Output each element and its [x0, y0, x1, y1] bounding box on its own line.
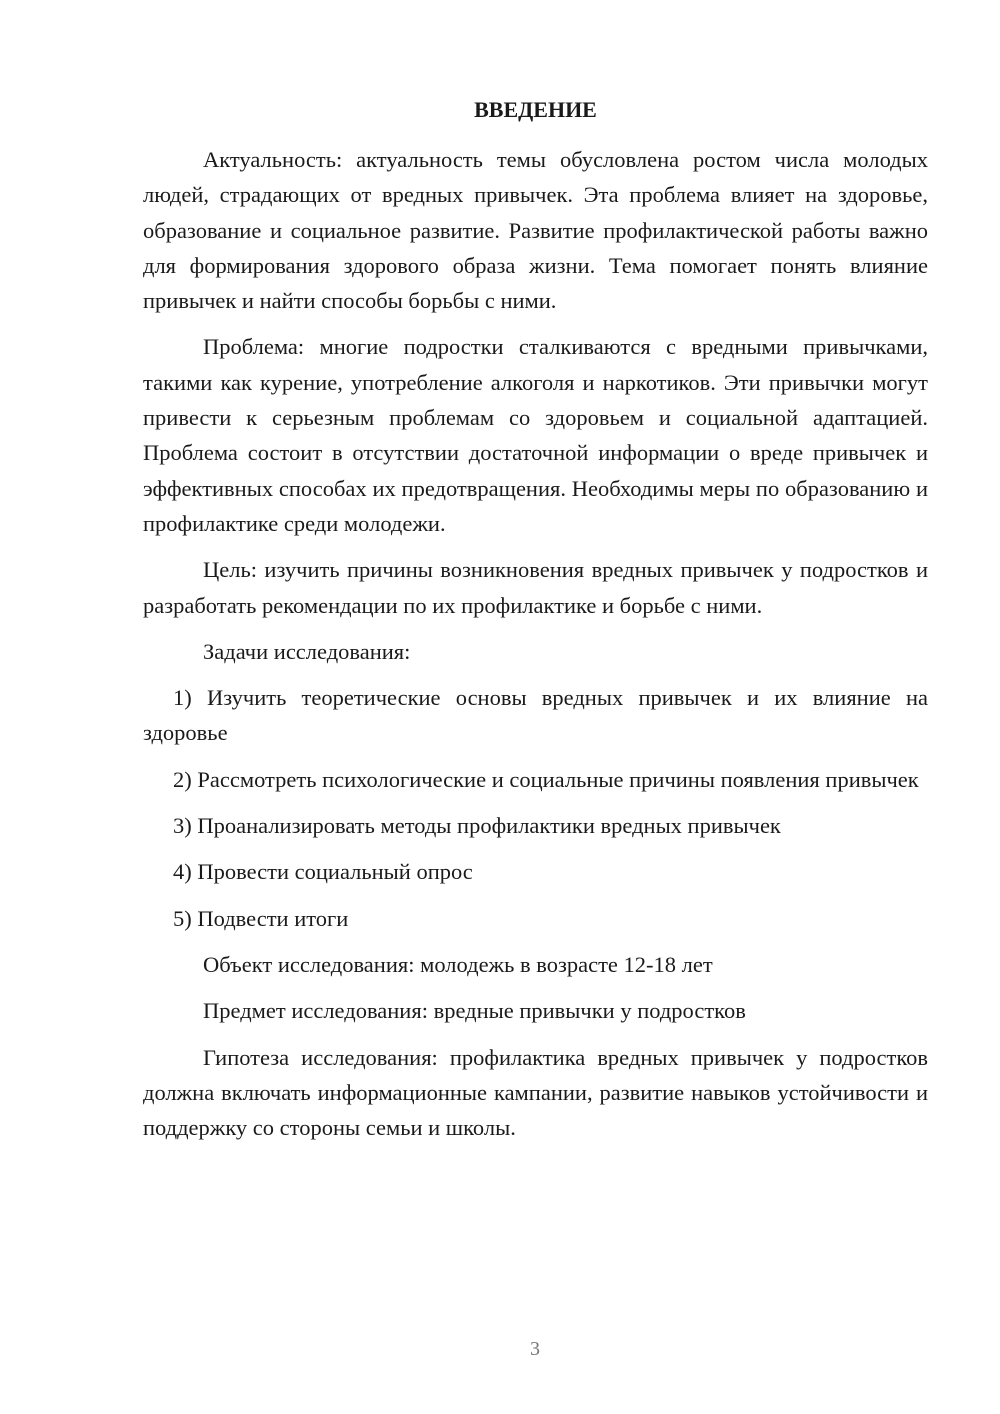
tasks-heading: Задачи исследования: — [203, 638, 411, 664]
object-paragraph: Объект исследования: молодежь в возрасте 12-18 лет — [203, 951, 713, 977]
tasks-list — [143, 680, 928, 936]
subject-paragraph: Предмет исследования: вредные привычки у подростков — [203, 998, 746, 1024]
relevance-paragraph: Актуальность: актуальность темы обусловлена ростом числа молодых людей, страдающих от вредных привычек. Эта проблема влияет на здоровье, образование и социальное развитие. Развитие профилактической работы важно для формирования здорового образа жизни. Тема помогает понять влияние привычек и найти способы борьбы с ними. — [143, 147, 928, 314]
list-item: 5) Подвести итоги — [173, 905, 349, 931]
list-item: 1) Изучить теоретические основы вредных привычек и их влияние на здоровье — [143, 685, 928, 746]
problem-paragraph: Проблема: многие подростки сталкиваются с вредными привычками, такими как курение, употребление алкоголя и наркотиков. Эти привычки могут привести к серьезным проблемам со здоровьем и социальной адаптацией. Проблема состоит в отсутствии достаточной информации о вреде привычек и эффективных способах их предотвращения. Необходимы меры по образованию и профилактике среди молодежи. — [143, 334, 928, 536]
hypothesis-paragraph: Гипотеза исследования: профилактика вредных привычек у подростков должна включать информационные кампании, развитие навыков устойчивости и поддержку со стороны семьи и школы. — [143, 1044, 928, 1141]
page-number: 3 — [530, 1338, 540, 1360]
list-item: 2) Рассмотреть психологические и социальные причины появления привычек — [173, 766, 919, 792]
document-body — [143, 142, 928, 1156]
page-title: ВВЕДЕНИЕ — [474, 97, 597, 122]
goal-paragraph: Цель: изучить причины возникновения вредных привычек у подростков и разработать рекомендации по их профилактике и борьбе с ними. — [143, 557, 928, 618]
list-item: 4) Провести социальный опрос — [173, 859, 473, 885]
list-item: 3) Проанализировать методы профилактики вредных привычек — [173, 813, 781, 839]
